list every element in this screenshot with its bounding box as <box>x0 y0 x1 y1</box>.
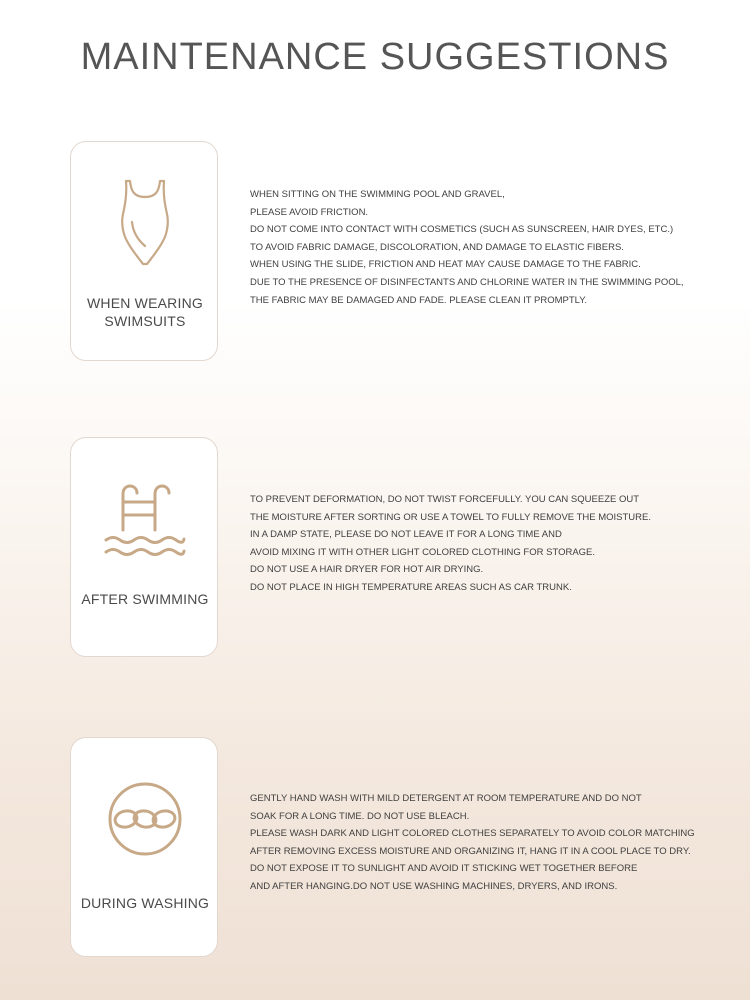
card-label-line: DURING WASHING <box>80 895 210 911</box>
instruction-line: TO AVOID FABRIC DAMAGE, DISCOLORATION, AND DAMAGE TO ELASTIC FIBERS. <box>250 241 624 253</box>
hand-wash-icon <box>71 780 219 858</box>
card-label-line: AFTER SWIMMING <box>81 591 209 607</box>
instruction-line: WHEN USING THE SLIDE, FRICTION AND HEAT MAY CAUSE DAMAGE TO THE FABRIC. <box>250 259 641 271</box>
care-instructions <box>250 186 730 309</box>
care-instructions <box>250 491 730 597</box>
instruction-line: TO PREVENT DEFORMATION, DO NOT TWIST FORCEFULLY. YOU CAN SQUEEZE OUT <box>250 494 640 505</box>
instruction-line: PLEASE WASH DARK AND LIGHT COLORED CLOTHES SEPARATELY TO AVOID COLOR MATCHING <box>250 828 695 840</box>
instruction-line: DO NOT COME INTO CONTACT WITH COSMETICS (SUCH AS SUNSCREEN, HAIR DYES, ETC.) <box>250 224 674 236</box>
card-label <box>71 294 219 330</box>
swimsuit-icon <box>71 178 219 268</box>
instruction-line: AFTER REMOVING EXCESS MOISTURE AND ORGANIZING IT, HANG IT IN A COOL PLACE TO DRY. <box>250 845 691 857</box>
card-label-line: SWIMSUITS <box>104 313 186 329</box>
care-card <box>70 737 218 957</box>
pool-ladder-icon <box>71 484 219 560</box>
instruction-line: AVOID MIXING IT WITH OTHER LIGHT COLORED CLOTHING FOR STORAGE. <box>250 546 596 558</box>
instruction-line: SOAK FOR A LONG TIME. DO NOT USE BLEACH. <box>250 810 470 822</box>
card-label <box>71 894 219 912</box>
instruction-line: PLEASE AVOID FRICTION. <box>250 206 369 218</box>
instruction-line: THE FABRIC MAY BE DAMAGED AND FADE. PLEASE CLEAN IT PROMPTLY. <box>250 294 587 306</box>
instruction-line: DO NOT USE A HAIR DRYER FOR HOT AIR DRYING. <box>250 564 484 576</box>
care-card <box>70 437 218 657</box>
instruction-line: IN A DAMP STATE, PLEASE DO NOT LEAVE IT FOR A LONG TIME AND <box>250 529 562 541</box>
instruction-line: DUE TO THE PRESENCE OF DISINFECTANTS AND CHLORINE WATER IN THE SWIMMING POOL, <box>250 276 684 288</box>
care-card <box>70 141 218 361</box>
card-label <box>71 590 219 608</box>
card-label-line: WHEN WEARING <box>87 295 203 311</box>
instruction-line: AND AFTER HANGING.DO NOT USE WASHING MACHINES, DRYERS, AND IRONS. <box>250 880 618 892</box>
instruction-line: DO NOT EXPOSE IT TO SUNLIGHT AND AVOID IT STICKING WET TOGETHER BEFORE <box>250 863 638 875</box>
instruction-line: THE MOISTURE AFTER SORTING OR USE A TOWEL TO FULLY REMOVE THE MOISTURE. <box>250 511 652 523</box>
care-instructions <box>250 790 730 896</box>
instruction-line: DO NOT PLACE IN HIGH TEMPERATURE AREAS SUCH AS CAR TRUNK. <box>250 581 572 593</box>
page-title: MAINTENANCE SUGGESTIONS <box>80 36 670 78</box>
instruction-line: GENTLY HAND WASH WITH MILD DETERGENT AT ROOM TEMPERATURE AND DO NOT <box>250 793 642 804</box>
instruction-line: WHEN SITTING ON THE SWIMMING POOL AND GRAVEL, <box>250 189 505 200</box>
